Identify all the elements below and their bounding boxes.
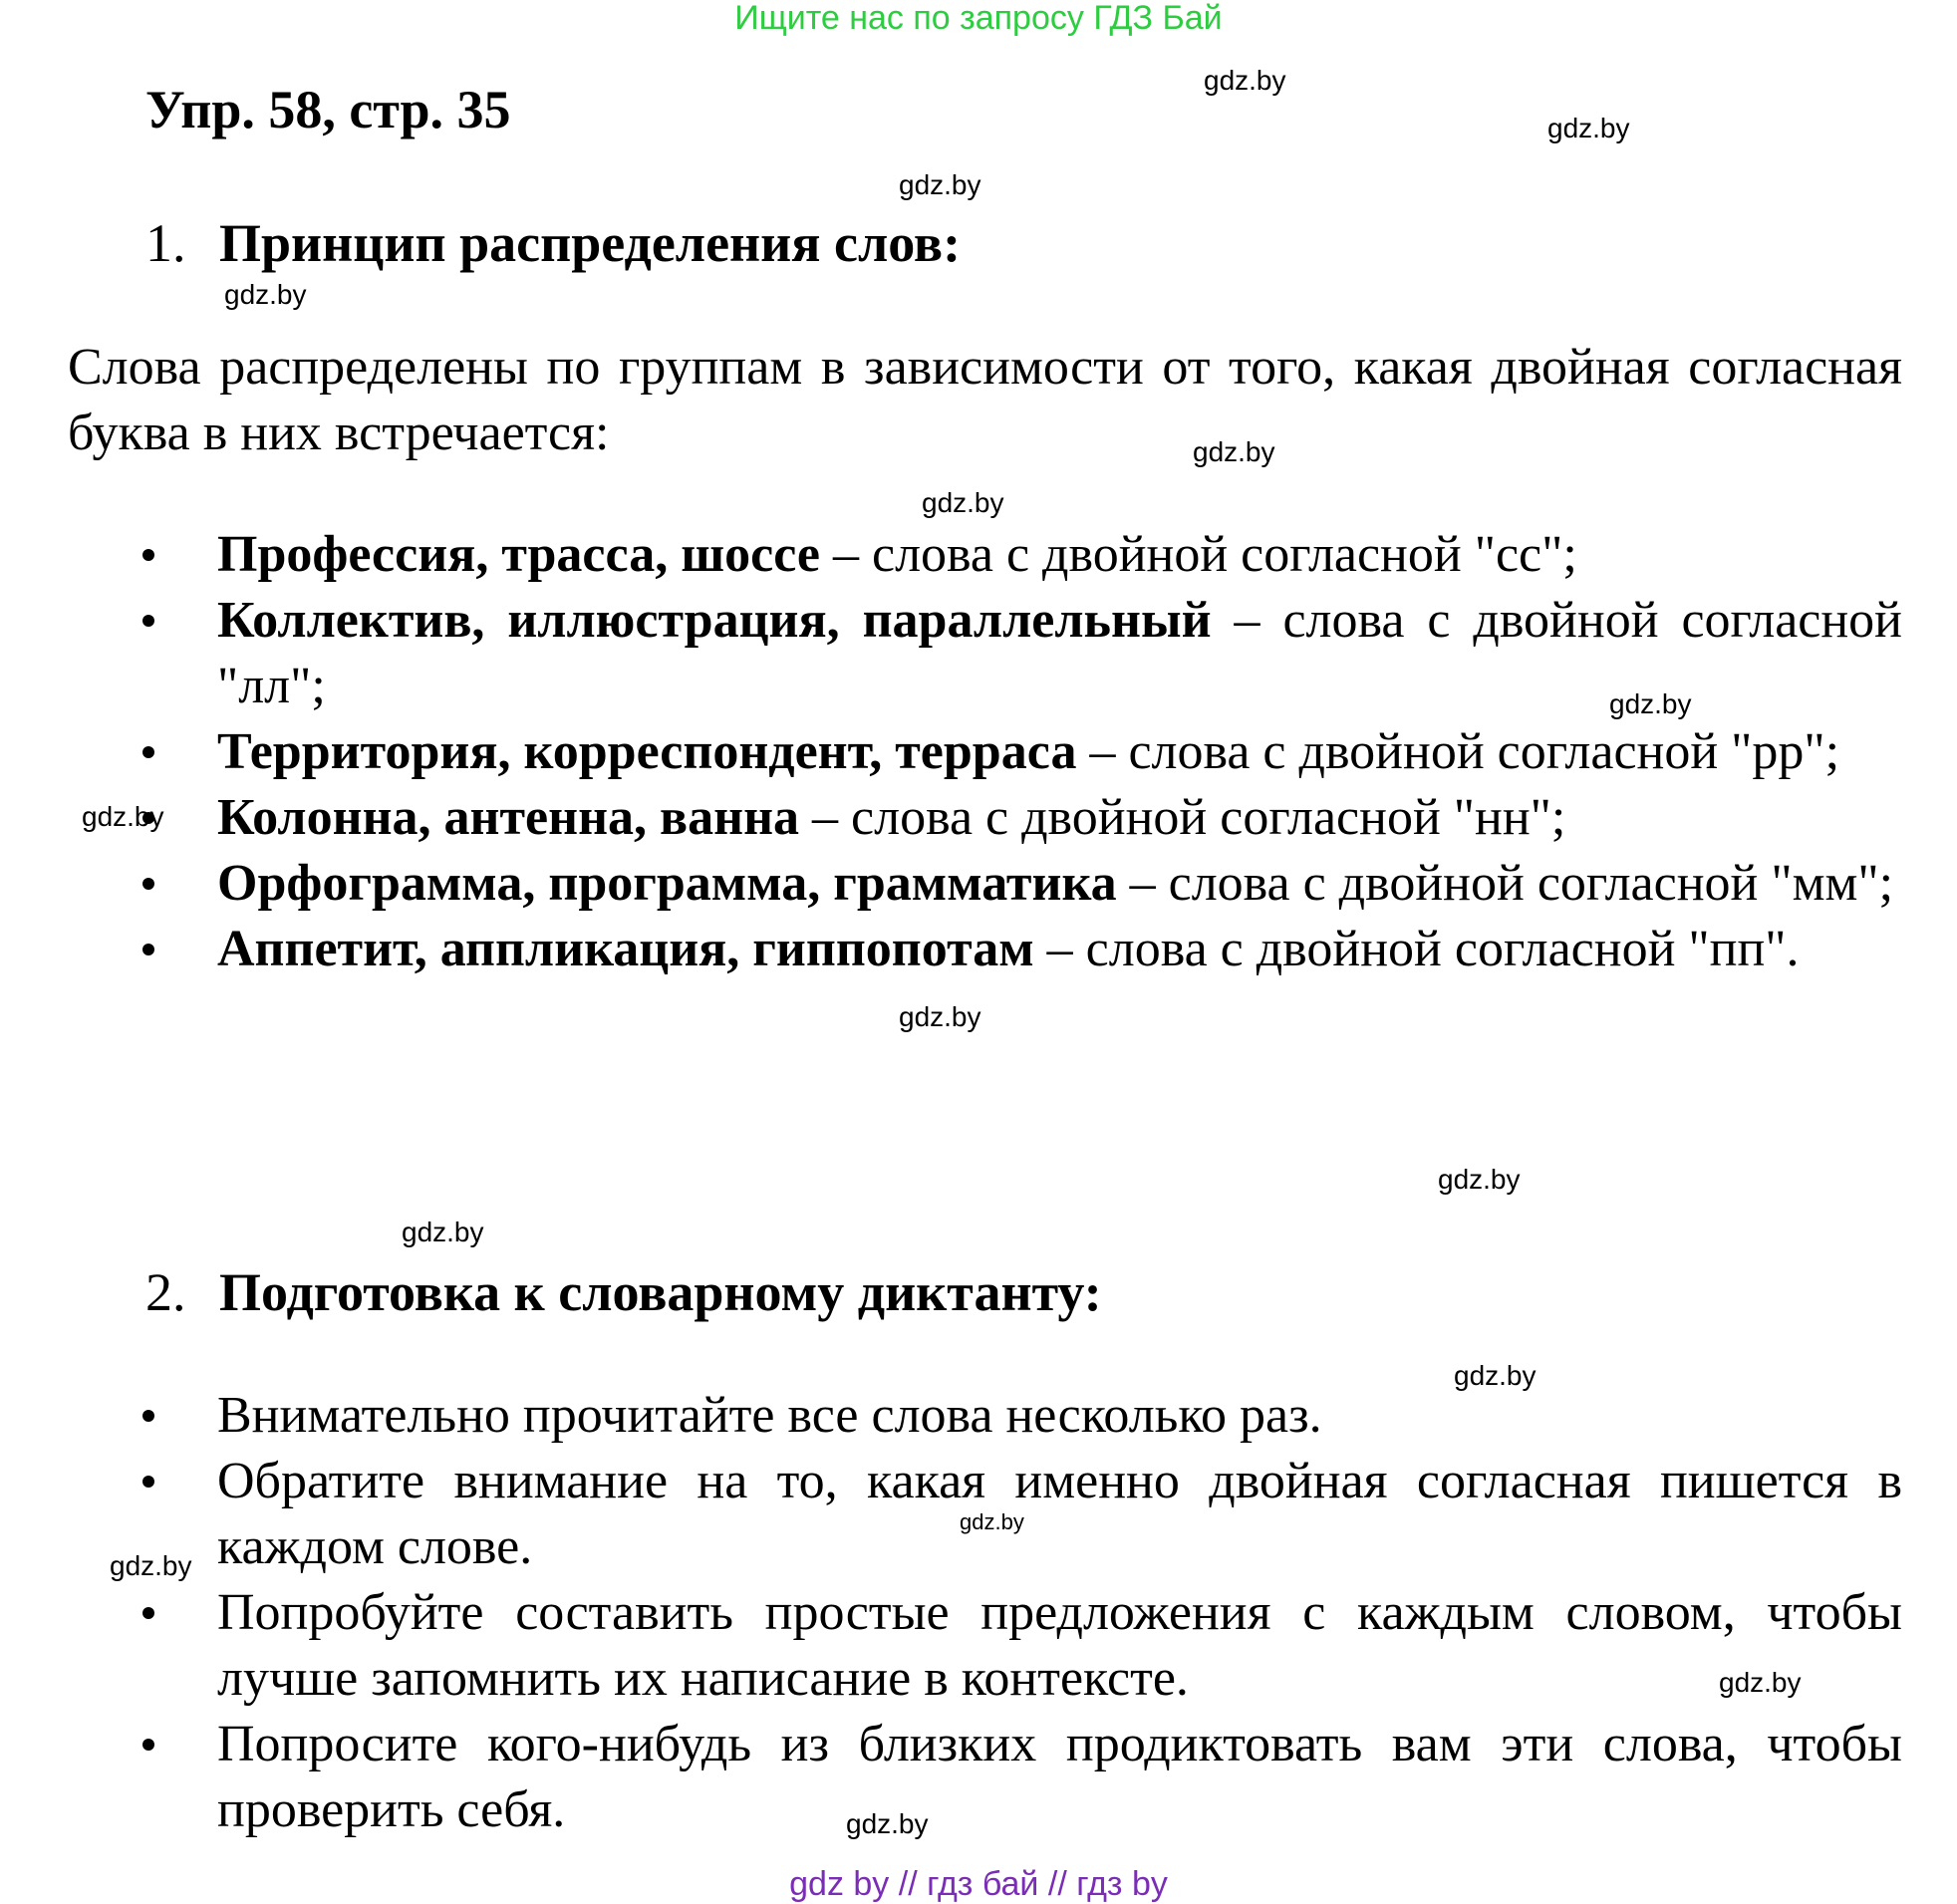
watermark: gdz.by [224,279,307,310]
word-group: Территория, корреспондент, терраса [217,723,1077,780]
section-1-number: 1. [145,213,186,273]
section-2-list [0,1383,1957,1843]
bullet-icon [142,549,154,561]
bottom-banner[interactable]: gdz by // гдз бай // гдз by [789,1865,1168,1903]
bullet-icon [142,944,154,955]
section-1-intro: Слова распределены по группам в зависимости от того, какая двойная согласная буква в них встречается: [68,339,1902,461]
watermark: gdz.by [1547,113,1630,143]
watermark: gdz.by [922,487,1004,518]
list-item [0,1712,1902,1843]
watermark: gdz.by [1454,1360,1537,1391]
bullet-icon [142,1410,154,1422]
word-group-rule: – слова с двойной согласной "мм"; [1116,855,1894,912]
word-group: Коллектив, иллюстрация, параллельный [217,592,1212,649]
page-title: Упр. 58, стр. 35 [145,80,511,139]
word-group: Аппетит, аппликация, гиппопотам [217,921,1034,977]
word-group-rule: – слова с двойной согласной "лл"; [217,592,1903,714]
section-2-title: Подготовка к словарному диктанту: [219,1262,1102,1322]
watermark: gdz.by [960,1509,1024,1534]
bullet-icon [142,878,154,890]
watermark: gdz.by [1719,1667,1802,1698]
tip-text: Попросите кого-нибудь из близких продиктовать вам эти слова, чтобы проверить себя. [217,1716,1902,1838]
watermark: gdz.by [402,1217,484,1247]
bullet-icon [142,1476,154,1488]
list-item [0,719,1902,785]
list-item [0,522,1902,588]
watermark: gdz.by [846,1808,929,1839]
watermark: gdz.by [1204,65,1286,96]
section-1-title: Принцип распределения слов: [219,213,962,273]
watermark: gdz.by [1609,688,1692,719]
list-item [0,1580,1902,1712]
list-item [0,851,1902,917]
tip-text: Внимательно прочитайте все слова несколько раз. [217,1387,1322,1444]
bullet-icon [142,615,154,627]
word-group-rule: – слова с двойной согласной "сс"; [819,526,1577,583]
top-banner[interactable]: Ищите нас по запросу ГДЗ Бай [734,0,1223,37]
word-group: Профессия, трасса, шоссе [217,526,820,583]
word-group: Орфограмма, программа, грамматика [217,855,1117,912]
bullet-icon [142,1739,154,1751]
watermark: gdz.by [899,1001,981,1032]
section-1-list [0,522,1957,982]
section-1-heading [145,211,1899,275]
bullet-icon [142,746,154,758]
list-item [0,1383,1902,1449]
word-group: Колонна, антенна, ванна [217,789,800,846]
watermark: gdz.by [82,801,164,832]
list-item [0,785,1902,851]
watermark: gdz.by [1193,436,1275,467]
section-2-number: 2. [145,1262,186,1322]
word-group-rule: – слова с двойной согласной "рр"; [1076,723,1840,780]
section-2-heading [145,1260,1899,1324]
bullet-icon [142,1607,154,1619]
watermark: gdz.by [1438,1164,1521,1195]
tip-text: Обратите внимание на то, какая именно двойная согласная пишется в каждом слове. [217,1453,1902,1575]
word-group-rule: – слова с двойной согласной "нн"; [799,789,1566,846]
tip-text: Попробуйте составить простые предложения с каждым словом, чтобы лучше запомнить их написание в контексте. [217,1584,1902,1707]
watermark: gdz.by [899,169,981,200]
word-group-rule: – слова с двойной согласной "пп". [1033,921,1800,977]
list-item [0,1449,1902,1580]
list-item [0,917,1902,982]
watermark: gdz.by [110,1550,192,1581]
